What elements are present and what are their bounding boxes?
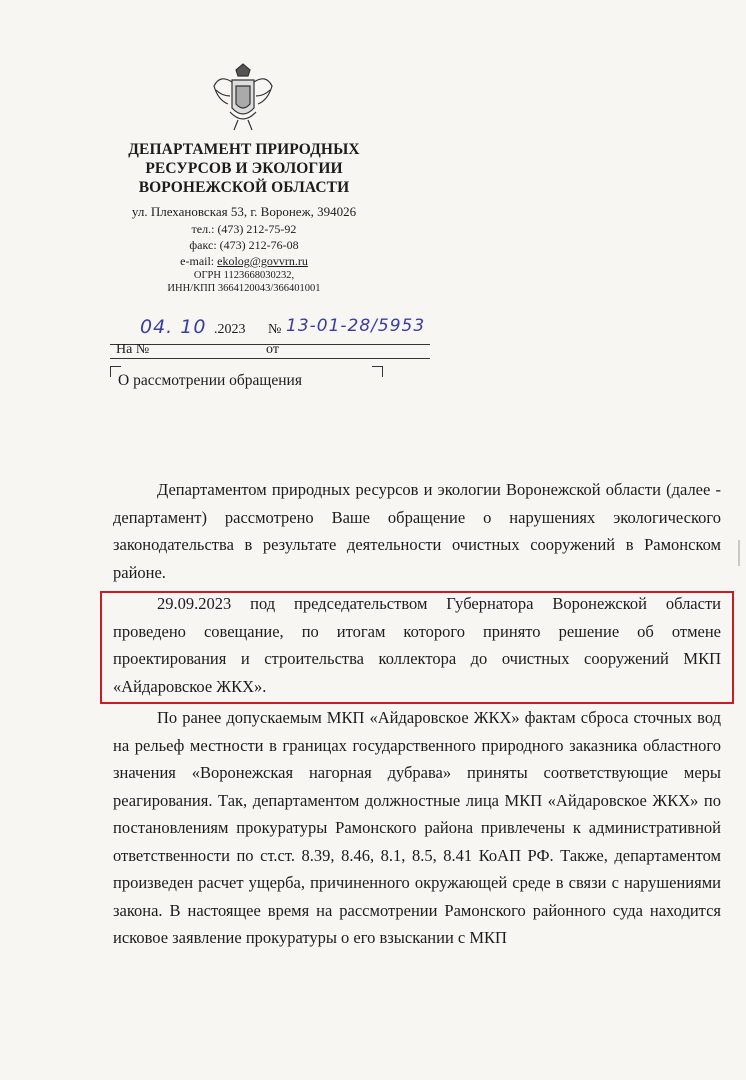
body-paragraph-2: 29.09.2023 под председательством Губернатора Воронежской области проведено совещание, по итогам которого принято решение об отмене проектирования и строительства коллектора до очистных сооружений МКП «Айдаровское ЖКХ». (113, 594, 721, 696)
coat-of-arms-icon (208, 60, 278, 132)
highlight-box (100, 591, 734, 704)
address: ул. Плехановская 53, г. Воронеж, 394026 (131, 204, 357, 219)
reference-from-label: от (266, 342, 279, 357)
department-name: ДЕПАРТАМЕНТ ПРИРОДНЫХ РЕСУРСОВ И ЭКОЛОГИИ ВОРОНЕЖСКОЙ ОБЛАСТИ (128, 141, 360, 196)
fax: факс: (473) 212-76-08 (189, 238, 299, 252)
registration-date-handwritten: 04. 10 (140, 316, 207, 338)
registration-number-label: № (268, 322, 282, 337)
contact-block (96, 203, 392, 295)
ogrn: ОГРН 1123668030232, (193, 270, 295, 281)
email-line (96, 253, 392, 269)
scan-artifact (738, 540, 740, 566)
body-paragraph-1: Департаментом природных ресурсов и экологии Воронежской области (далее - департамент) рассмотрено Ваше обращение о нарушениях экологического законодательства в результате деятельности очистных сооружений в Рамонском районе. (113, 480, 721, 582)
reference-underline (110, 358, 430, 359)
email-link[interactable]: ekolog@govvrn.ru (217, 254, 308, 268)
reference-number-label: На № (116, 342, 150, 357)
inn-kpp: ИНН/КПП 3664120043/366401001 (167, 283, 321, 294)
registration-number-handwritten: 13-01-28/5953 (286, 316, 426, 336)
phone: тел.: (473) 212-75-92 (191, 222, 297, 236)
letter-subject: О рассмотрении обращения (118, 372, 302, 389)
body-paragraph-3: По ранее допускаемым МКП «Айдаровское ЖКХ» фактам сброса сточных вод на рельеф местности в границах государственного природного заказника областного значения «Воронежская нагорная дубрава» приняты соответствующие меры реагирования. Так, департаментом должностные лица МКП «Айдаровское ЖКХ» по постановлениям прокуратуры Рамонского района привлечены к административной ответственности по ст.ст. 8.39, 8.46, 8.1, 8.5, 8.41 КоАП РФ. Также, департаментом произведен расчет ущерба, причиненного окружающей среде в связи с нарушениями закона. В настоящее время на рассмотрении Рамонского районного суда находится исковое заявление прокуратуры о его взыскании с МКП (113, 708, 721, 947)
registration-year: .2023 (214, 322, 246, 337)
subject-bracket-right (372, 366, 383, 377)
email-label: e-mail: (180, 254, 218, 268)
